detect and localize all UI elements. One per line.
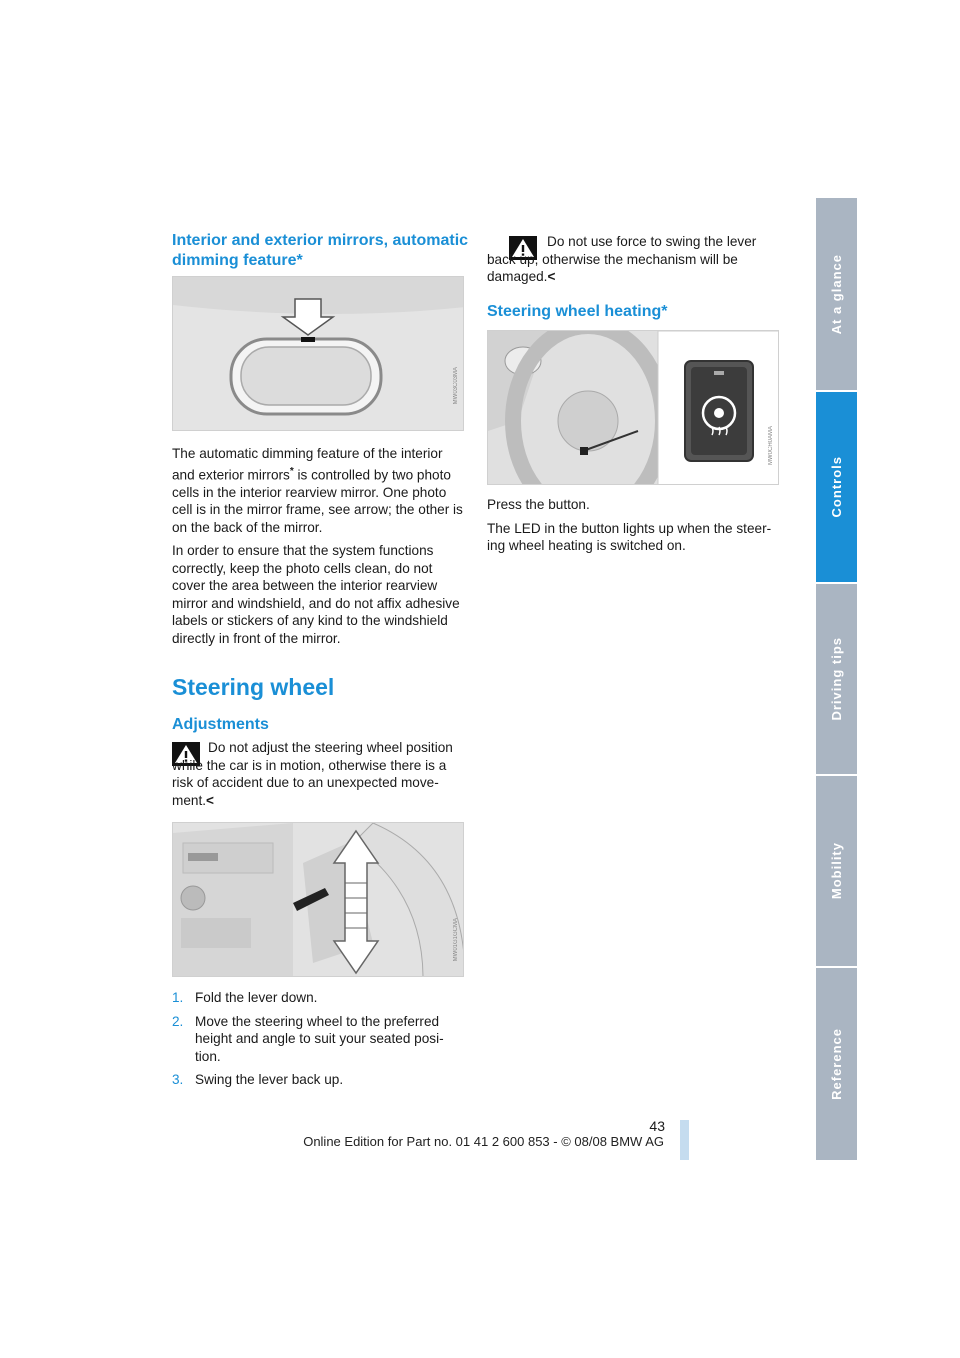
list-item: 1. Fold the lever down. xyxy=(172,990,318,1005)
steering-heating-text xyxy=(487,496,782,561)
heating-para2: The LED in the button lights up when the steer-ing wheel heating is switched on. xyxy=(487,520,772,553)
steering-heating-illustration xyxy=(488,331,779,485)
figure-code: MW01G1GCMA xyxy=(453,918,459,962)
edition-footer: Online Edition for Part no. 01 41 2 600 853 - © 08/08 BMW AG xyxy=(303,1134,664,1149)
footer-bar xyxy=(680,1120,689,1160)
steering-adjust-figure xyxy=(172,822,464,977)
steering-heating-figure xyxy=(487,330,779,485)
heating-para1: Press the button. xyxy=(487,497,590,512)
rearview-mirror-illustration xyxy=(173,277,464,431)
tab-driving-tips[interactable]: Driving tips xyxy=(829,637,844,721)
chapter-tabs xyxy=(816,198,857,1160)
figure-code: MW0CH0AMA xyxy=(768,426,774,466)
tab-mobility[interactable]: Mobility xyxy=(829,842,844,900)
tab-controls[interactable]: Controls xyxy=(816,392,857,582)
adjust-steps-list xyxy=(172,989,467,1095)
tab-reference[interactable]: Reference xyxy=(829,1028,844,1100)
steering-lever-illustration xyxy=(173,823,464,977)
mirror-para1-b: is controlled by two photo cells in the interior rearview mirror. One photo cell is in the mirror frame, see arrow; the other is on the back of the mirror. xyxy=(172,467,463,535)
figure-code: MW03C03MA xyxy=(453,367,459,405)
steering-heating-heading: Steering wheel heating* xyxy=(487,303,668,320)
mirror-figure xyxy=(172,276,464,431)
list-item: 3. Swing the lever back up. xyxy=(172,1072,344,1087)
mirror-para1-a: The automatic dimming feature of the interior and exterior mirrors xyxy=(172,446,443,483)
lever-warning: Do not use force to swing the lever back up, otherwise the mechanism will be damaged.< xyxy=(487,234,757,284)
mirror-para2: In order to ensure that the system functions correctly, keep the photo cells clean, do not cover the area between the interior rearview mirror and windshield, and do not affix adhesive labels or stickers of any kind to the windshield directly in front of the mirror. xyxy=(172,543,460,646)
tab-at-a-glance[interactable]: At a glance xyxy=(829,253,844,335)
adjust-warning: Do not adjust the steering wheel position while the car is in motion, otherwise there is a risk of accident due to an unexpected move-ment.< xyxy=(172,740,453,808)
page-number: 43 xyxy=(649,1118,665,1134)
list-item: 2. Move the steering wheel to the preferred height and angle to suit your seated posi-tion. xyxy=(172,1013,444,1064)
adjustments-heading: Adjustments xyxy=(172,716,269,733)
steering-wheel-heading: Steering wheel xyxy=(172,674,335,700)
mirror-dimming-text xyxy=(172,445,467,653)
optional-star: * xyxy=(289,465,294,477)
mirror-dimming-heading: Interior and exterior mirrors, automatic dimming feature* xyxy=(172,232,469,269)
